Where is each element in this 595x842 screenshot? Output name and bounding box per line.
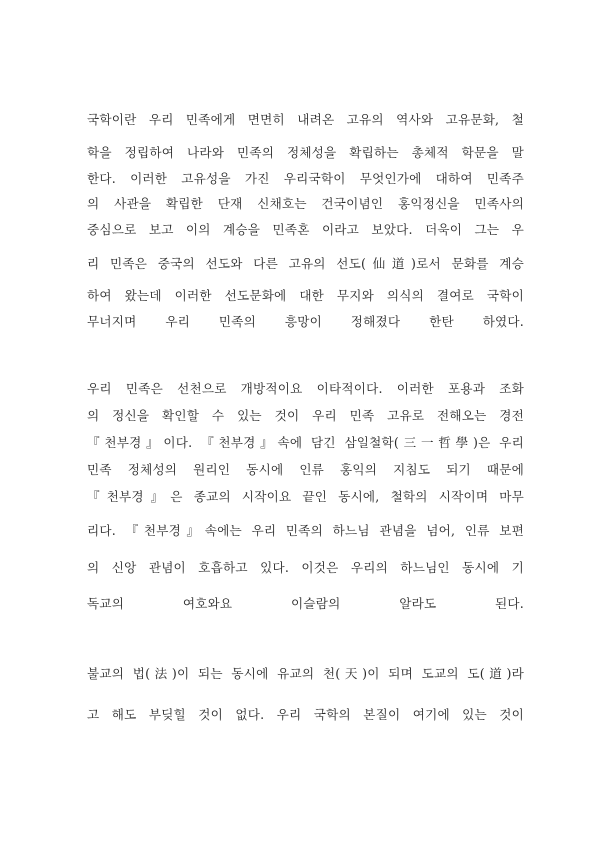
paragraph-1-line-8: 무너지며 우리 민족의 흥망이 정해졌다 한탄 하였다. [87,314,524,329]
paragraph-1-line-2: 학을 정립하여 나라와 민족의 정체성을 확립하는 총체적 학문을 말 [87,145,524,160]
paragraph-2-line-6: 리다. 『천부경』속에는 우리 민족의 하느님 관념을 넘어, 인류 보편 [87,523,524,538]
paragraph-3-line-1: 불교의 법(法)이 되는 동시에 유교의 천(天)이 되며 도교의 도(道)라 [87,666,524,681]
paragraph-1-line-4: 의 사관을 확립한 단재 신채호는 건국이념인 홍익정신을 민족사의 [87,196,524,211]
paragraph-1-line-1: 국학이란 우리 민족에게 면면히 내려온 고유의 역사와 고유문화, 철 [87,112,524,127]
paragraph-2-line-7: 의 신앙 관념이 호흡하고 있다. 이것은 우리의 하느님인 동시에 기 [87,560,524,575]
paragraph-1-line-6: 리 민족은 중국의 선도와 다른 고유의 선도(仙道)로서 문화를 계승 [87,256,524,271]
paragraph-2-line-3: 『천부경』이다. 『천부경』속에 담긴 삼일철학(三一哲學)은 우리 [87,435,524,450]
paragraph-1-line-3: 한다. 이러한 고유성을 가진 우리국학이 무엇인가에 대하여 민족주 [87,171,524,186]
paragraph-2-line-4: 민족 정체성의 원리인 동시에 인류 홍익의 지침도 되기 때문에 [87,462,524,477]
paragraph-1-line-5: 중심으로 보고 이의 계승을 민족혼 이라고 보았다. 더욱이 그는 우 [87,222,524,237]
paragraph-2-line-1: 우리 민족은 선천으로 개방적이요 이타적이다. 이러한 포용과 조화 [87,381,524,396]
paragraph-2-line-5: 『천부경』은 종교의 시작이요 끝인 동시에, 철학의 시작이며 마무 [87,489,524,504]
paragraph-1-line-7: 하여 왔는데 이러한 선도문화에 대한 무지와 의식의 결여로 국학이 [87,288,524,303]
paragraph-2-line-8: 독교의 여호와요 이슬람의 알라도 된다. [87,596,524,611]
paragraph-3-line-2: 고 해도 부딪힐 것이 없다. 우리 국학의 본질이 여기에 있는 것이 [87,707,524,722]
paragraph-2-line-2: 의 정신을 확인할 수 있는 것이 우리 민족 고유로 전해오는 경전 [87,408,524,423]
